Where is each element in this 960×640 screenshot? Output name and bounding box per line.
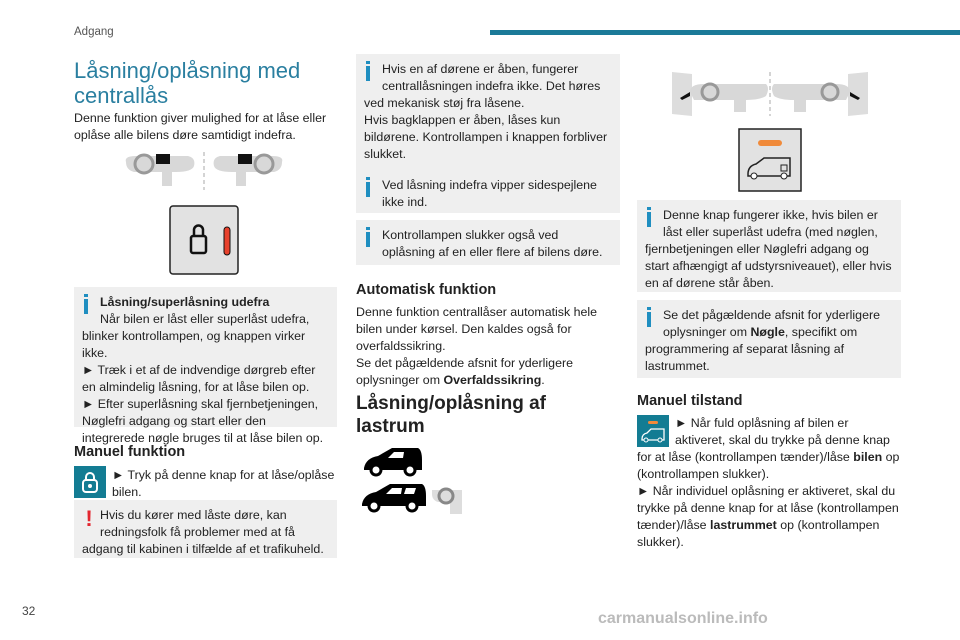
info-box-door-open bbox=[356, 54, 620, 171]
info-icon bbox=[645, 307, 659, 333]
warning-text: Hvis du kører med låste døre, kan redningsfolk få problemer med at få adgang til kabinen i tilfælde af et trafikuheld. bbox=[82, 508, 324, 556]
manual-mode bbox=[637, 414, 901, 551]
watermark: carmanualsonline.info bbox=[598, 610, 768, 627]
info-text: , specifikt om programmering af separat låsning af lastrummet. bbox=[645, 325, 858, 373]
info-line: Når bilen er låst eller superlåst udefra, blinker kontrollampen, og knappen virker ikke. bbox=[82, 312, 310, 360]
page-title: Låsning/oplåsning med centrallås bbox=[74, 58, 301, 108]
key-link-bold: Nøgle bbox=[750, 325, 785, 339]
info-box-button-inactive bbox=[637, 200, 901, 292]
section-header: Adgang bbox=[74, 26, 114, 38]
lock-button-icon bbox=[74, 466, 106, 498]
warning-box bbox=[74, 500, 337, 558]
automatic-function-text bbox=[356, 304, 618, 389]
info-icon bbox=[364, 177, 378, 203]
info-text: Hvis en af dørene er åben, fungerer centrallåsningen indefra ikke. Det høres ved mekanisk støj fra låsene. Hvis bagklappen er åben, låses kun bildørene. Kontrollampen i knappen forbliver slukket. bbox=[364, 62, 608, 161]
central-lock-button bbox=[169, 205, 239, 275]
manual-function-text: ► Tryk på denne knap for at låse/oplåse bilen. bbox=[112, 468, 335, 499]
dashboard-illustration bbox=[124, 150, 284, 194]
info-box-lamp bbox=[356, 220, 620, 265]
manual-mode-text: ► Når fuld oplåsning af bilen er aktiveret, skal du trykke på denne knap for at låse (kontrollampen tænder)/låse bbox=[637, 416, 890, 464]
van-illustration bbox=[360, 446, 470, 516]
info-icon bbox=[645, 207, 659, 233]
bold-term: lastrummet bbox=[710, 518, 777, 532]
manual-mode-text: op (kontrollampen slukker). bbox=[637, 450, 900, 481]
info-text: Denne knap fungerer ikke, hvis bilen er låst eller superlåst udefra (med nøglen, fjernbetjeningen eller Nøglefri adgang og start afhængigt af udstyrsniveauet), eller hvis en af dørene står åben. bbox=[645, 208, 892, 290]
bold-term: bilen bbox=[853, 450, 883, 464]
manual-function bbox=[74, 465, 337, 501]
info-line: ► Efter superlåsning skal fjernbetjeningen, Nøglefri adgang og start eller den integrerede nøgle bruges til at låse bilen op. bbox=[82, 397, 324, 445]
info-box-exterior-locking bbox=[74, 287, 337, 445]
automatic-function-heading: Automatisk funktion bbox=[356, 282, 497, 298]
manual-mode-text: op (kontrollampen slukker). bbox=[637, 518, 880, 549]
info-line: ► Træk i et af de indvendige dørgreb efter en almindelig låsning, for at låse bilen op. bbox=[82, 363, 316, 394]
manual-mode-text: ► Når individuel oplåsning er aktiveret, skal du trykke på denne knap for at låse (kontrollampen tænder)/låse bbox=[637, 484, 899, 532]
info-icon bbox=[82, 294, 96, 320]
intro-text: Denne funktion giver mulighed for at låse eller oplåse alle bilens døre samtidigt indefra. bbox=[74, 111, 327, 142]
cargo-lock-button-icon bbox=[637, 415, 669, 447]
auto-link-bold: Overfaldssikring bbox=[443, 373, 542, 387]
info-text: Ved låsning indefra vipper sidespejlene ikke ind. bbox=[382, 178, 597, 209]
info-heading: Låsning/superlåsning udefra bbox=[100, 295, 270, 309]
page-number: 32 bbox=[22, 604, 36, 618]
dashboard-doors-illustration bbox=[670, 70, 870, 120]
warning-icon: ! bbox=[85, 506, 93, 531]
info-box-key-reference bbox=[637, 300, 901, 378]
cargo-title: Låsning/oplåsning af lastrum bbox=[356, 393, 547, 437]
manual-mode-heading: Manuel tilstand bbox=[637, 393, 743, 409]
auto-text: Denne funktion centrallåser automatisk hele bilen under kørsel. Den kaldes også for overfaldssikring. Se det pågældende afsnit for yderligere oplysninger om bbox=[356, 305, 598, 387]
auto-text-end: . bbox=[541, 373, 545, 387]
cargo-lock-button bbox=[738, 128, 802, 192]
info-box-mirrors bbox=[356, 170, 620, 213]
header-bar bbox=[490, 30, 960, 35]
info-icon bbox=[364, 61, 378, 87]
manual-function-heading: Manuel funktion bbox=[74, 444, 186, 460]
info-icon bbox=[364, 227, 378, 253]
info-text: Kontrollampen slukker også ved oplåsning af en eller flere af bilens døre. bbox=[382, 228, 603, 259]
info-text: Se det pågældende afsnit for yderligere oplysninger om bbox=[663, 308, 880, 339]
